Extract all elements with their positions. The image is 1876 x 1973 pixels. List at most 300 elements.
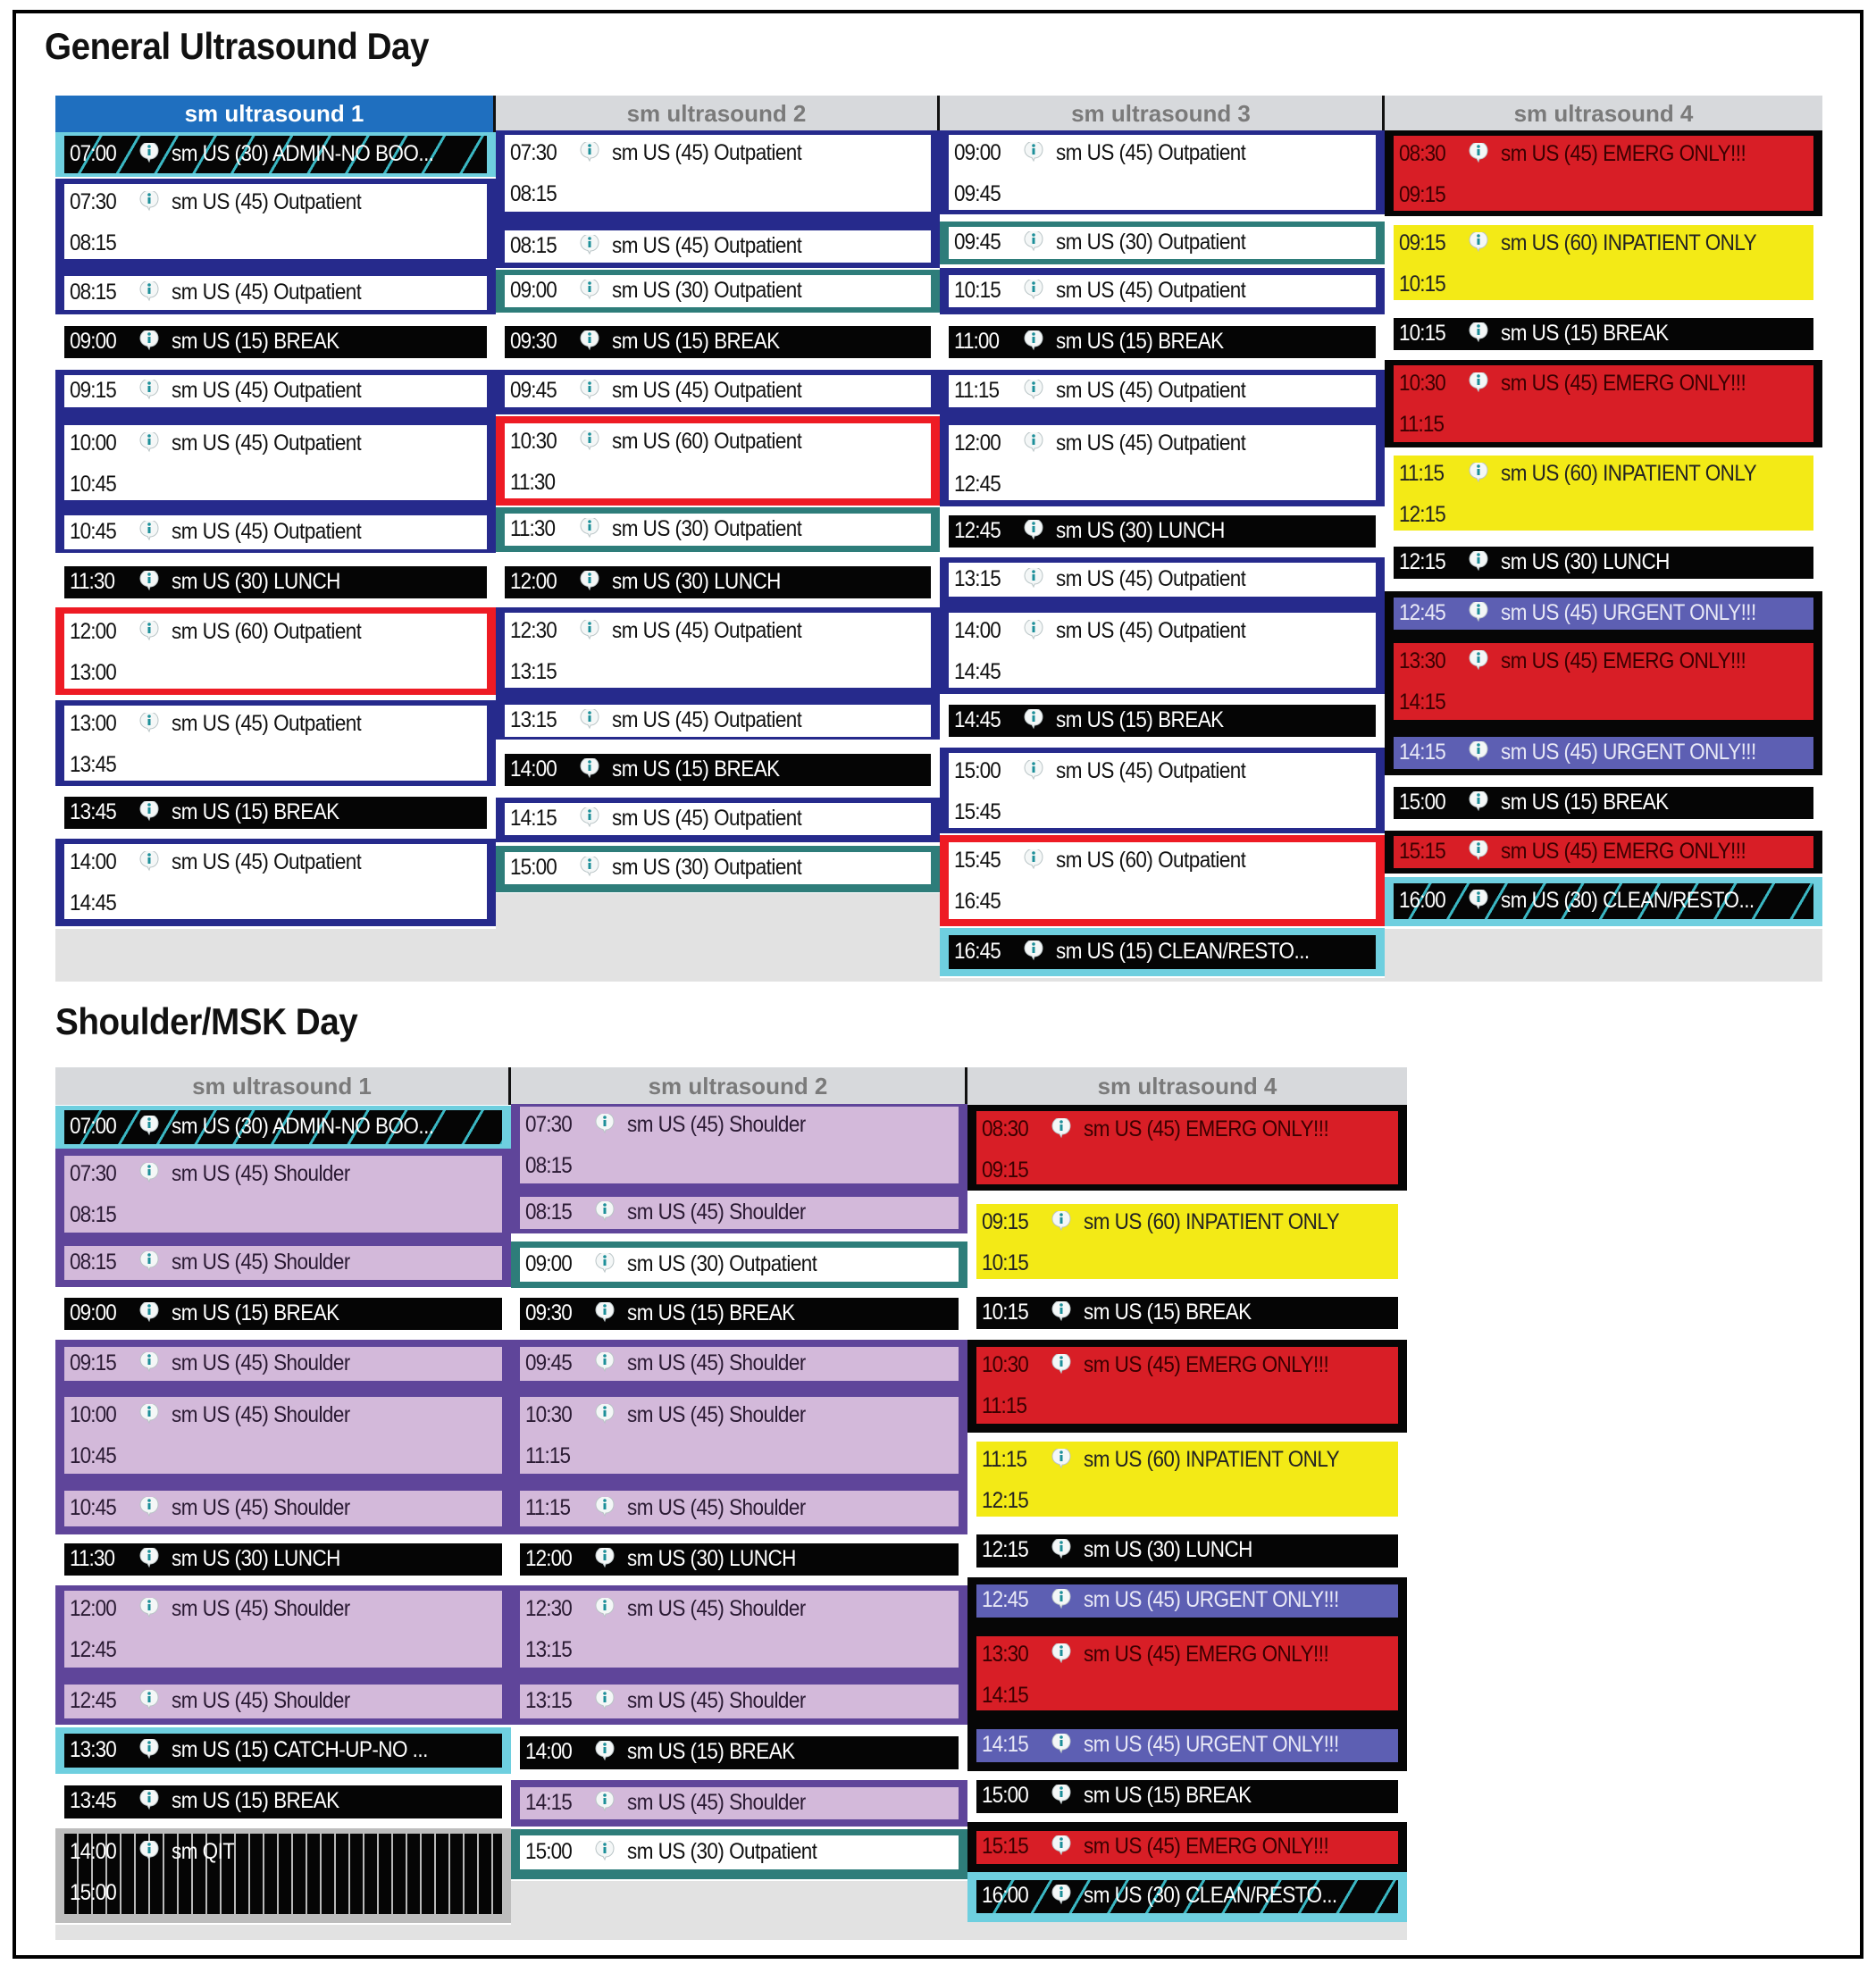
column-body-sm-ultrasound-2: [496, 132, 940, 982]
slot-start-time: 08:15: [70, 1251, 116, 1274]
appointment-slot[interactable]: [949, 753, 1376, 828]
appointment-group: [55, 607, 496, 695]
info-person-icon[interactable]: [1467, 463, 1490, 483]
appointment-slot[interactable]: [976, 1880, 1398, 1913]
appointment-group: [55, 132, 496, 177]
info-person-icon[interactable]: [1467, 650, 1490, 671]
info-person-icon[interactable]: [1022, 280, 1045, 300]
empty-area: [1385, 929, 1822, 982]
column-header-sm-ultrasound-4[interactable]: sm ultrasound 4: [967, 1067, 1407, 1105]
info-person-icon[interactable]: [1022, 620, 1045, 640]
appointment-slot[interactable]: [520, 1197, 959, 1229]
info-person-icon[interactable]: [138, 432, 161, 453]
appointment-group: [496, 270, 940, 313]
info-person-icon[interactable]: [1467, 602, 1490, 623]
appointment-slot[interactable]: [64, 797, 487, 829]
info-person-icon[interactable]: [1467, 372, 1490, 393]
info-person-icon[interactable]: [138, 1739, 161, 1760]
appointment-slot[interactable]: [520, 1835, 959, 1869]
slot-start-time: 12:00: [525, 1548, 572, 1570]
slot-label: sm US (45) EMERG ONLY!!!: [1501, 840, 1746, 863]
appointment-slot[interactable]: [949, 842, 1376, 919]
slot-end-time: 16:45: [954, 889, 1001, 914]
appointment-slot[interactable]: [505, 230, 931, 263]
slot-start-time: 13:30: [70, 1739, 116, 1761]
info-person-icon[interactable]: [578, 518, 601, 539]
appointment-slot[interactable]: [1394, 365, 1813, 442]
appointment-slot[interactable]: [976, 1534, 1398, 1568]
info-person-icon[interactable]: [138, 571, 161, 591]
info-person-icon[interactable]: [593, 1497, 616, 1517]
appointment-slot[interactable]: [949, 613, 1376, 688]
appointment-group: [511, 1736, 967, 1769]
slot-start-time: 09:15: [982, 1211, 1028, 1233]
info-person-icon[interactable]: [1050, 1539, 1073, 1559]
info-person-icon[interactable]: [138, 1404, 161, 1425]
info-person-icon[interactable]: [138, 380, 161, 400]
info-person-icon[interactable]: [593, 1253, 616, 1274]
slot-start-time: 14:00: [954, 620, 1001, 642]
slot-label: sm US (15) BREAK: [1056, 330, 1224, 353]
info-person-icon[interactable]: [1022, 432, 1045, 453]
appointment-slot[interactable]: [64, 1246, 502, 1280]
slot-start-time: 08:15: [525, 1201, 572, 1224]
info-person-icon[interactable]: [593, 1201, 616, 1222]
slot-label: sm US (45) URGENT ONLY!!!: [1084, 1734, 1339, 1756]
slot-label: sm US (45) Outpatient: [172, 380, 362, 402]
appointment-slot[interactable]: [505, 613, 931, 688]
info-person-icon[interactable]: [138, 851, 161, 872]
slot-end-time: 12:45: [954, 472, 1001, 497]
slot-start-time: 15:00: [982, 1785, 1028, 1807]
slot-start-time: 12:00: [954, 432, 1001, 455]
appointment-slot[interactable]: [64, 515, 487, 549]
appointment-group: [511, 1298, 967, 1330]
appointment-slot[interactable]: [505, 852, 931, 884]
info-person-icon[interactable]: [578, 857, 601, 877]
column-header-sm-ultrasound-2[interactable]: sm ultrasound 2: [496, 96, 940, 132]
info-person-icon[interactable]: [1467, 322, 1490, 343]
appointment-group: [967, 1105, 1407, 1191]
slot-start-time: 08:30: [1399, 143, 1445, 165]
info-person-icon[interactable]: [138, 281, 161, 302]
info-person-icon[interactable]: [1022, 849, 1045, 870]
appointment-slot[interactable]: [505, 275, 931, 307]
appointment-slot[interactable]: [976, 1442, 1398, 1517]
slot-start-time: 15:45: [954, 849, 1001, 872]
info-person-icon[interactable]: [593, 1841, 616, 1861]
slot-start-time: 12:45: [70, 1690, 116, 1712]
slot-label: sm US (15) BREAK: [1501, 791, 1669, 814]
info-person-icon[interactable]: [593, 1690, 616, 1710]
appointment-slot[interactable]: [505, 423, 931, 498]
info-person-icon[interactable]: [138, 1548, 161, 1568]
info-person-icon[interactable]: [1022, 568, 1045, 589]
slot-start-time: 13:30: [982, 1643, 1028, 1666]
slot-start-time: 09:00: [70, 330, 116, 353]
appointment-slot[interactable]: [64, 136, 487, 173]
appointment-slot[interactable]: [520, 1685, 959, 1718]
appointment-slot[interactable]: [1394, 737, 1813, 769]
info-person-icon[interactable]: [578, 235, 601, 255]
column-header-sm-ultrasound-2[interactable]: sm ultrasound 2: [511, 1067, 967, 1105]
info-person-icon[interactable]: [1050, 1354, 1073, 1375]
info-person-icon[interactable]: [138, 143, 161, 163]
appointment-slot[interactable]: [64, 614, 487, 689]
info-person-icon[interactable]: [1022, 520, 1045, 540]
slot-start-time: 15:15: [1399, 840, 1445, 863]
slot-label: sm US (15) CATCH-UP-NO ...: [172, 1739, 428, 1761]
appointment-group: [511, 1543, 967, 1576]
column-header-sm-ultrasound-1[interactable]: sm ultrasound 1: [55, 96, 496, 132]
appointment-slot[interactable]: [64, 566, 487, 598]
appointment-slot[interactable]: [949, 705, 1376, 737]
info-person-icon[interactable]: [138, 621, 161, 641]
appointment-slot[interactable]: [64, 1110, 502, 1144]
info-person-icon[interactable]: [138, 521, 161, 541]
appointment-slot[interactable]: [976, 1636, 1398, 1710]
appointment-slot[interactable]: [520, 1107, 959, 1183]
appointment-slot[interactable]: [64, 1785, 502, 1818]
info-person-icon[interactable]: [138, 1841, 161, 1861]
slot-label: sm US (45) Outpatient: [612, 709, 802, 732]
slot-start-time: 09:30: [525, 1302, 572, 1325]
info-person-icon[interactable]: [1022, 709, 1045, 730]
info-person-icon[interactable]: [1467, 890, 1490, 910]
slot-end-time: 12:45: [70, 1637, 116, 1662]
appointment-slot[interactable]: [1394, 136, 1813, 211]
empty-area: [967, 1922, 1407, 1940]
slot-start-time: 15:00: [954, 760, 1001, 782]
appointment-group: [511, 1585, 967, 1725]
info-person-icon[interactable]: [138, 1251, 161, 1272]
appointment-slot[interactable]: [505, 754, 931, 786]
appointment-slot[interactable]: [505, 135, 931, 212]
info-person-icon[interactable]: [578, 380, 601, 400]
column-header-sm-ultrasound-1[interactable]: sm ultrasound 1: [55, 1067, 511, 1105]
appointment-slot[interactable]: [505, 375, 931, 407]
info-person-icon[interactable]: [1467, 551, 1490, 572]
appointment-slot[interactable]: [976, 1297, 1398, 1329]
info-person-icon[interactable]: [138, 1690, 161, 1710]
appointment-slot[interactable]: [64, 276, 487, 310]
info-person-icon[interactable]: [1050, 1211, 1073, 1232]
info-person-icon[interactable]: [1467, 840, 1490, 861]
slot-label: sm US (60) INPATIENT ONLY: [1084, 1211, 1340, 1233]
empty-area: [511, 1881, 967, 1940]
appointment-slot[interactable]: [949, 375, 1376, 407]
info-person-icon[interactable]: [138, 1497, 161, 1517]
info-person-icon[interactable]: [1050, 1589, 1073, 1609]
appointment-group: [967, 1780, 1407, 1813]
appointment-slot[interactable]: [976, 1780, 1398, 1813]
appointment-group: [1385, 547, 1822, 579]
slot-start-time: 15:00: [525, 1841, 572, 1863]
appointment-slot[interactable]: [520, 1298, 959, 1330]
appointment-group: [55, 370, 496, 553]
info-person-icon[interactable]: [1467, 143, 1490, 163]
slot-start-time: 07:30: [70, 1163, 116, 1185]
appointment-slot[interactable]: [64, 1298, 502, 1330]
appointment-slot[interactable]: [64, 844, 487, 919]
appointment-slot[interactable]: [64, 1543, 502, 1576]
info-person-icon[interactable]: [138, 191, 161, 212]
slot-label: sm US (45) URGENT ONLY!!!: [1501, 602, 1756, 624]
appointment-slot[interactable]: [64, 706, 487, 781]
info-person-icon[interactable]: [1050, 1785, 1073, 1805]
info-person-icon[interactable]: [593, 1598, 616, 1618]
info-person-icon[interactable]: [138, 713, 161, 733]
info-person-icon[interactable]: [593, 1352, 616, 1373]
info-person-icon[interactable]: [138, 1302, 161, 1323]
slot-start-time: 13:00: [70, 713, 116, 735]
info-person-icon[interactable]: [1050, 1835, 1073, 1856]
appointment-slot[interactable]: [64, 375, 487, 407]
appointment-slot[interactable]: [1394, 883, 1813, 919]
info-person-icon[interactable]: [1050, 1734, 1073, 1754]
appointment-slot[interactable]: [976, 1347, 1398, 1424]
appointment-slot[interactable]: [520, 1347, 959, 1381]
appointment-slot[interactable]: [520, 1543, 959, 1576]
appointment-group: [496, 370, 940, 414]
slot-end-time: 10:15: [982, 1250, 1028, 1275]
info-person-icon[interactable]: [138, 1116, 161, 1136]
appointment-slot[interactable]: [949, 227, 1376, 259]
info-person-icon[interactable]: [1467, 741, 1490, 762]
info-person-icon[interactable]: [1022, 142, 1045, 163]
info-person-icon[interactable]: [138, 330, 161, 351]
info-person-icon[interactable]: [1467, 791, 1490, 812]
appointment-slot[interactable]: [520, 1397, 959, 1474]
appointment-group: [55, 1585, 511, 1725]
slot-end-time: 09:45: [954, 181, 1001, 206]
appointment-slot[interactable]: [1394, 643, 1813, 720]
schedule-grid-shoulder-msk-day: [55, 1067, 1407, 1940]
info-person-icon[interactable]: [1050, 1449, 1073, 1469]
appointment-slot[interactable]: [520, 1787, 959, 1819]
slot-label: sm US (30) ADMIN-NO BOO...: [172, 143, 434, 165]
info-person-icon[interactable]: [1467, 232, 1490, 253]
info-person-icon[interactable]: [138, 1163, 161, 1183]
slot-start-time: 08:30: [982, 1118, 1028, 1141]
appointment-slot[interactable]: [64, 1491, 502, 1526]
info-person-icon[interactable]: [1022, 380, 1045, 400]
info-person-icon[interactable]: [138, 1352, 161, 1373]
appointment-slot[interactable]: [976, 1111, 1398, 1184]
appointment-slot[interactable]: [520, 1591, 959, 1668]
appointment-slot[interactable]: [505, 803, 931, 835]
info-person-icon[interactable]: [1050, 1301, 1073, 1322]
appointment-group: [1385, 130, 1822, 216]
slot-start-time: 14:00: [525, 1741, 572, 1763]
appointment-group: [1385, 831, 1822, 874]
slot-start-time: 09:45: [510, 380, 557, 402]
info-person-icon[interactable]: [593, 1741, 616, 1761]
appointment-slot[interactable]: [64, 1347, 502, 1381]
info-person-icon[interactable]: [578, 280, 601, 300]
appointment-group: [511, 1780, 967, 1827]
section-title-general-ultrasound-day: General Ultrasound Day: [45, 25, 430, 67]
appointment-group: [511, 1340, 967, 1534]
appointment-slot[interactable]: [976, 1204, 1398, 1279]
appointment-slot[interactable]: [520, 1491, 959, 1526]
appointment-slot[interactable]: [1394, 598, 1813, 630]
appointment-slot[interactable]: [505, 705, 931, 737]
slot-end-time: 11:15: [525, 1443, 571, 1468]
slot-label: sm US (45) Outpatient: [1056, 142, 1246, 164]
appointment-group: [55, 839, 496, 926]
info-person-icon[interactable]: [593, 1548, 616, 1568]
appointment-slot[interactable]: [949, 326, 1376, 358]
appointment-slot[interactable]: [949, 935, 1376, 969]
appointment-group: [496, 566, 940, 598]
slot-end-time: 08:15: [70, 230, 116, 255]
appointment-slot[interactable]: [64, 1685, 502, 1718]
info-person-icon[interactable]: [578, 758, 601, 779]
slot-label: sm US (45) EMERG ONLY!!!: [1084, 1354, 1329, 1376]
appointment-group: [1385, 877, 1822, 926]
appointment-group: [967, 1297, 1407, 1329]
slot-label: sm US (30) Outpatient: [612, 518, 802, 540]
slot-end-time: 11:15: [982, 1393, 1027, 1418]
slot-label: sm US (45) Shoulder: [172, 1598, 350, 1620]
appointment-group: [511, 1104, 967, 1233]
slot-label: sm US (30) Outpatient: [612, 280, 802, 302]
info-person-icon[interactable]: [593, 1114, 616, 1134]
slot-end-time: 09:15: [982, 1158, 1028, 1183]
info-person-icon[interactable]: [138, 801, 161, 822]
appointment-slot[interactable]: [949, 135, 1376, 210]
info-person-icon[interactable]: [578, 330, 601, 351]
appointment-slot[interactable]: [64, 326, 487, 358]
slot-label: sm US (45) Shoulder: [627, 1690, 806, 1712]
column-header-sm-ultrasound-3[interactable]: sm ultrasound 3: [940, 96, 1385, 132]
info-person-icon[interactable]: [1022, 330, 1045, 351]
slot-label: sm US (45) Outpatient: [172, 851, 362, 874]
slot-start-time: 14:00: [510, 758, 557, 781]
info-person-icon[interactable]: [1022, 941, 1045, 961]
slot-start-time: 12:45: [954, 520, 1001, 542]
appointment-slot[interactable]: [505, 514, 931, 546]
slot-start-time: 16:00: [1399, 890, 1445, 912]
slot-start-time: 10:15: [1399, 322, 1445, 345]
slot-end-time: 10:45: [70, 472, 116, 497]
appointment-group: [496, 607, 940, 740]
slot-start-time: 11:15: [954, 380, 1000, 402]
info-person-icon[interactable]: [578, 142, 601, 163]
appointment-slot[interactable]: [976, 1729, 1398, 1762]
appointment-group: [55, 1785, 511, 1818]
slot-label: sm US (45) Outpatient: [1056, 760, 1246, 782]
info-person-icon[interactable]: [138, 1598, 161, 1618]
slot-start-time: 09:00: [525, 1253, 572, 1275]
slot-label: sm US (45) EMERG ONLY!!!: [1084, 1118, 1329, 1141]
appointment-slot[interactable]: [949, 425, 1376, 500]
appointment-slot[interactable]: [1394, 225, 1813, 300]
appointment-slot[interactable]: [520, 1736, 959, 1769]
appointment-group: [496, 507, 940, 552]
appointment-slot[interactable]: [64, 184, 487, 259]
slot-start-time: 11:15: [525, 1497, 571, 1519]
info-person-icon[interactable]: [578, 431, 601, 451]
info-person-icon[interactable]: [1050, 1885, 1073, 1905]
appointment-group: [967, 1340, 1407, 1433]
info-person-icon[interactable]: [138, 1790, 161, 1810]
slot-label: sm US (15) BREAK: [172, 801, 339, 823]
appointment-group: [55, 326, 496, 358]
info-person-icon[interactable]: [1050, 1118, 1073, 1139]
appointment-group: [55, 1340, 511, 1534]
appointment-slot[interactable]: [976, 1584, 1398, 1618]
info-person-icon[interactable]: [593, 1404, 616, 1425]
appointment-slot[interactable]: [64, 1734, 502, 1768]
info-person-icon[interactable]: [578, 620, 601, 640]
slot-label: sm US (45) Outpatient: [612, 235, 802, 257]
appointment-slot[interactable]: [64, 1397, 502, 1474]
slot-label: sm US (45) Outpatient: [612, 380, 802, 402]
appointment-slot[interactable]: [1394, 456, 1813, 531]
slot-label: sm US (45) Outpatient: [172, 713, 362, 735]
slot-label: sm US (30) ADMIN-NO BOO...: [172, 1116, 434, 1138]
slot-start-time: 09:45: [525, 1352, 572, 1375]
appointment-slot[interactable]: [64, 425, 487, 500]
appointment-slot[interactable]: [1394, 547, 1813, 579]
slot-start-time: 14:00: [70, 1841, 116, 1863]
slot-start-time: 10:15: [982, 1301, 1028, 1324]
appointment-slot[interactable]: [1394, 836, 1813, 868]
appointment-slot[interactable]: [1394, 787, 1813, 819]
slot-start-time: 11:15: [982, 1449, 1027, 1471]
slot-label: sm US (15) BREAK: [627, 1302, 795, 1325]
info-person-icon[interactable]: [1022, 231, 1045, 252]
info-person-icon[interactable]: [1050, 1643, 1073, 1664]
appointment-slot[interactable]: [949, 515, 1376, 548]
appointment-slot[interactable]: [64, 1834, 502, 1914]
info-person-icon[interactable]: [1022, 760, 1045, 781]
appointment-slot[interactable]: [64, 1156, 502, 1233]
slot-label: sm US (30) Outpatient: [612, 857, 802, 879]
column-header-sm-ultrasound-4[interactable]: sm ultrasound 4: [1385, 96, 1822, 132]
info-person-icon[interactable]: [593, 1302, 616, 1323]
slot-start-time: 12:45: [1399, 602, 1445, 624]
info-person-icon[interactable]: [578, 709, 601, 730]
appointment-slot[interactable]: [505, 566, 931, 598]
slot-start-time: 09:00: [510, 280, 557, 302]
appointment-slot[interactable]: [949, 563, 1376, 597]
slot-label: sm US (45) Outpatient: [172, 281, 362, 304]
appointment-group: [1385, 591, 1822, 775]
slot-label: sm US (45) Outpatient: [1056, 568, 1246, 590]
slot-label: sm US (45) URGENT ONLY!!!: [1084, 1589, 1339, 1611]
info-person-icon[interactable]: [593, 1792, 616, 1812]
appointment-slot[interactable]: [976, 1831, 1398, 1864]
appointment-group: [940, 928, 1385, 976]
slot-start-time: 09:15: [70, 1352, 116, 1375]
info-person-icon[interactable]: [578, 807, 601, 828]
appointment-slot[interactable]: [1394, 318, 1813, 350]
slot-label: sm US (45) EMERG ONLY!!!: [1501, 372, 1746, 395]
schedule-grid-general-ultrasound-day: [55, 96, 1822, 982]
slot-start-time: 13:45: [70, 1790, 116, 1812]
appointment-slot[interactable]: [949, 275, 1376, 307]
appointment-slot[interactable]: [505, 326, 931, 358]
info-person-icon[interactable]: [578, 571, 601, 591]
appointment-group: [1385, 360, 1822, 447]
appointment-slot[interactable]: [520, 1248, 959, 1282]
appointment-slot[interactable]: [64, 1591, 502, 1668]
slot-start-time: 12:00: [70, 621, 116, 643]
slot-label: sm US (15) BREAK: [612, 758, 780, 781]
